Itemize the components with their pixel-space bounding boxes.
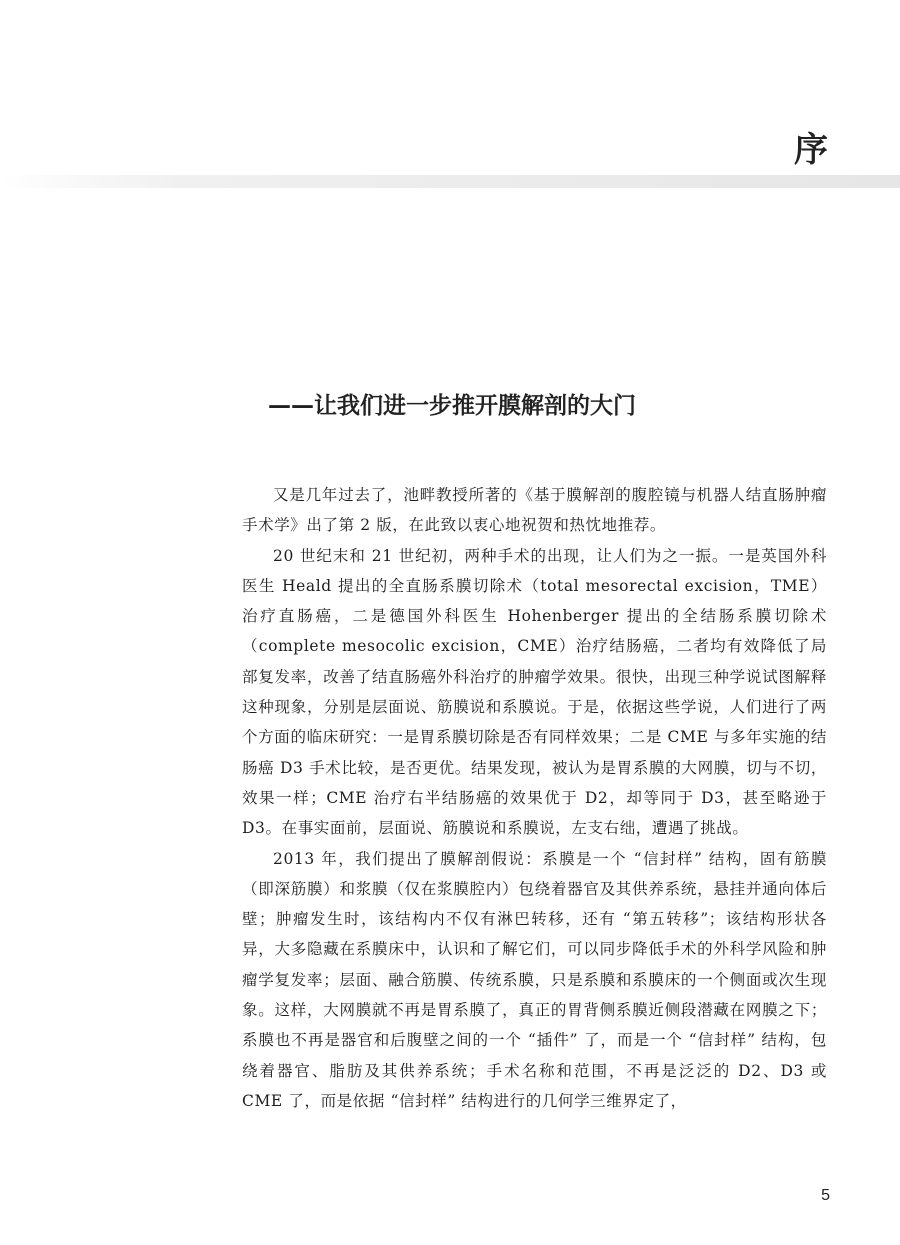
body-text (242, 480, 827, 1116)
header-band (0, 175, 900, 188)
paragraph-2: 20 世纪末和 21 世纪初，两种手术的出现，让人们为之一振。一是英国外科医生 Heald 提出的全直肠系膜切除术（total mesorectal excision，TME）治疗直肠癌，二是德国外科医生 Hohenberger 提出的全结肠系膜切除术（complete mesocolic excision，CME）治疗结肠癌，二者均有效降低了局部复发率，改善了结直肠癌外科治疗的肿瘤学效果。很快，出现三种学说试图解释这种现象，分别是层面说、筋膜说和系膜说。于是，依据这些学说，人们进行了两个方面的临床研究：一是胃系膜切除是否有同样效果；二是 CME 与多年实施的结肠癌 D3 手术比较，是否更优。结果发现，被认为是胃系膜的大网膜，切与不切，效果一样；CME 治疗右半结肠癌的效果优于 D2，却等同于 D3，甚至略逊于 D3。在事实面前，层面说、筋膜说和系膜说，左支右绌，遭遇了挑战。 (242, 546, 827, 838)
paragraph-3: 2013 年，我们提出了膜解剖假说：系膜是一个 “信封样” 结构，固有筋膜（即深筋膜）和浆膜（仅在浆膜腔内）包绕着器官及其供养系统，悬挂并通向体后壁；肿瘤发生时，该结构内不仅有淋巴转移，还有 “第五转移”；该结构形状各异，大多隐藏在系膜床中，认识和了解它们，可以同步降低手术的外科学风险和肿瘤学复发率；层面、融合筋膜、传统系膜，只是系膜和系膜床的一个侧面或次生现象。这样，大网膜就不再是胃系膜了，真正的胃背侧系膜近侧段潜藏在网膜之下；系膜也不再是器官和后腹壁之间的一个 “插件” 了，而是一个 “信封样” 结构，包绕着器官、脂肪及其供养系统；手术名称和范围，不再是泛泛的 D2、D3 或 CME 了，而是依据 “信封样” 结构进行的几何学三维界定了， (242, 849, 827, 1110)
paragraph-1: 又是几年过去了，池畔教授所著的《基于膜解剖的腹腔镜与机器人结直肠肿瘤手术学》出了第 2 版，在此致以衷心地祝贺和热忱地推荐。 (242, 486, 827, 535)
page-number: 5 (821, 1187, 830, 1204)
chapter-subtitle: ——让我们进一步推开膜解剖的大门 (268, 393, 636, 419)
chapter-title: 序 (794, 130, 828, 170)
